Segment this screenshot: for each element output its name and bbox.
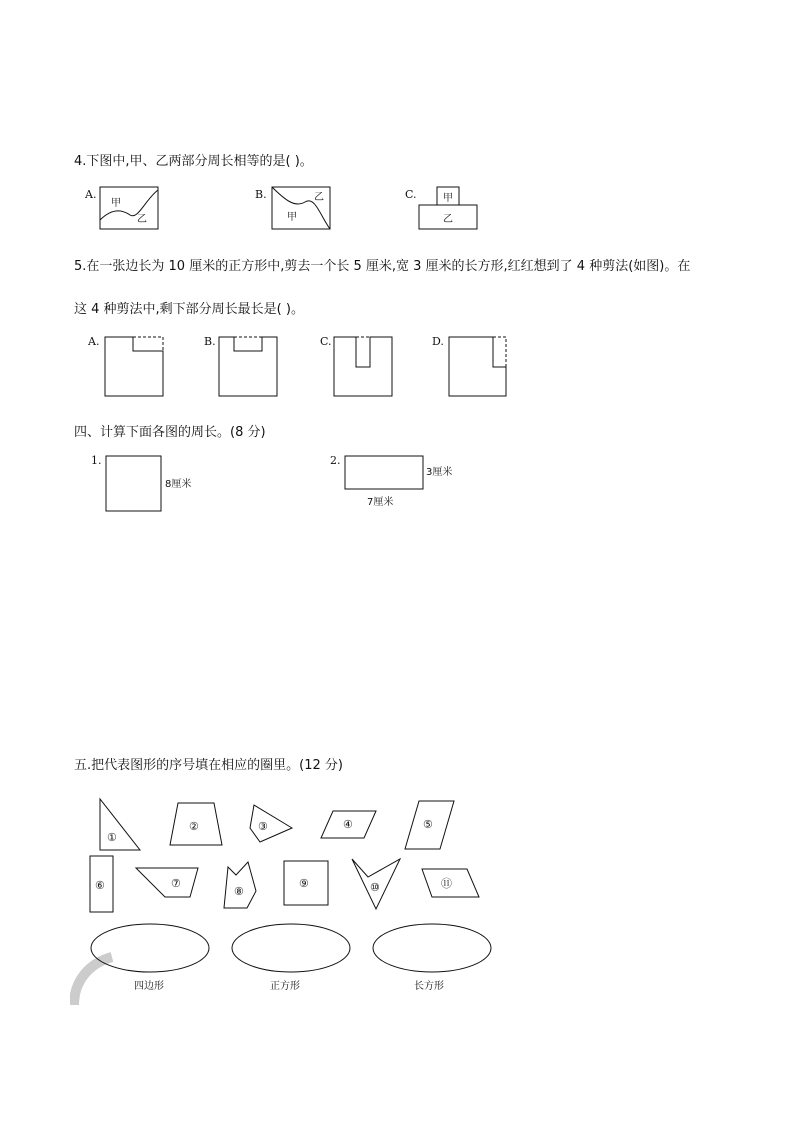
oval-square-label: 正方形 bbox=[270, 981, 300, 992]
shape-7-trapezoid bbox=[136, 868, 198, 897]
question-5-line2: 这 4 种剪法中,剩下部分周长最长是( )。 bbox=[74, 302, 304, 317]
q4-option-a-curve bbox=[100, 190, 158, 220]
oval-square bbox=[232, 924, 350, 972]
q4-option-c-bottom: 乙 bbox=[443, 214, 453, 225]
s4-fig2-number: 2. bbox=[330, 454, 341, 467]
shape-2-number: ② bbox=[189, 820, 199, 833]
s4-fig1-number: 1. bbox=[91, 454, 102, 467]
section-4-title: 四、计算下面各图的周长。(8 分) bbox=[74, 425, 266, 440]
q5-option-a-shape bbox=[105, 337, 163, 396]
q5-option-a-letter: A. bbox=[88, 335, 100, 348]
s4-fig1-square bbox=[106, 456, 161, 511]
shape-4-number: ④ bbox=[343, 818, 353, 831]
q5-option-b-shape bbox=[219, 337, 277, 396]
q4-figures bbox=[80, 180, 500, 232]
s4-fig2-width-label: 7厘米 bbox=[367, 497, 394, 508]
oval-rectangle bbox=[373, 924, 491, 972]
shape-10-number: ⑩ bbox=[370, 881, 380, 894]
section-5-title: 五.把代表图形的序号填在相应的圈里。(12 分) bbox=[74, 758, 343, 773]
shape-6-number: ⑥ bbox=[95, 879, 105, 892]
q5-option-c-letter: C. bbox=[320, 335, 332, 348]
shape-7-number: ⑦ bbox=[171, 877, 181, 890]
shape-1-number: ① bbox=[107, 831, 117, 844]
q4-option-a-top: 甲 bbox=[111, 198, 121, 209]
q4-option-b-bottom: 甲 bbox=[287, 212, 297, 223]
shape-8-number: ⑧ bbox=[234, 885, 244, 898]
oval-rectangle-label: 长方形 bbox=[414, 981, 444, 992]
q4-option-a-letter: A. bbox=[85, 188, 97, 201]
q4-option-c-top: 甲 bbox=[443, 193, 453, 204]
q5-option-b-letter: B. bbox=[204, 335, 216, 348]
section-5-figures bbox=[70, 795, 510, 1005]
q4-option-c-letter: C. bbox=[405, 188, 417, 201]
question-5-line1: 5.在一张边长为 10 厘米的正方形中,剪去一个长 5 厘米,宽 3 厘米的长方形,红红想到了 4 种剪法(如图)。在 bbox=[74, 259, 691, 274]
q5-option-c-shape bbox=[334, 337, 392, 396]
q5-option-d-letter: D. bbox=[432, 335, 444, 348]
oval-quadrilateral-label: 四边形 bbox=[134, 981, 164, 992]
shape-11-number: ⑪ bbox=[441, 877, 452, 890]
oval-quadrilateral bbox=[91, 924, 209, 972]
shape-3-number: ③ bbox=[258, 820, 268, 833]
shape-1-triangle bbox=[100, 799, 140, 850]
q5-option-d-shape bbox=[449, 337, 506, 396]
q4-option-a-bottom: 乙 bbox=[137, 214, 147, 225]
section-4-figures bbox=[88, 450, 488, 516]
s4-fig2-height-label: 3厘米 bbox=[426, 467, 453, 478]
s4-fig1-side-label: 8厘米 bbox=[165, 479, 192, 490]
shape-9-number: ⑨ bbox=[299, 877, 309, 890]
shape-3-kite bbox=[250, 805, 292, 842]
shape-5-number: ⑤ bbox=[423, 818, 433, 831]
q4-option-b-letter: B. bbox=[255, 188, 267, 201]
question-4-text: 4.下图中,甲、乙两部分周长相等的是( )。 bbox=[74, 154, 313, 169]
q4-option-b-top: 乙 bbox=[314, 192, 324, 203]
s4-fig2-rect bbox=[345, 456, 423, 489]
q5-figures bbox=[88, 333, 518, 399]
q4-option-a-rect bbox=[100, 187, 158, 229]
